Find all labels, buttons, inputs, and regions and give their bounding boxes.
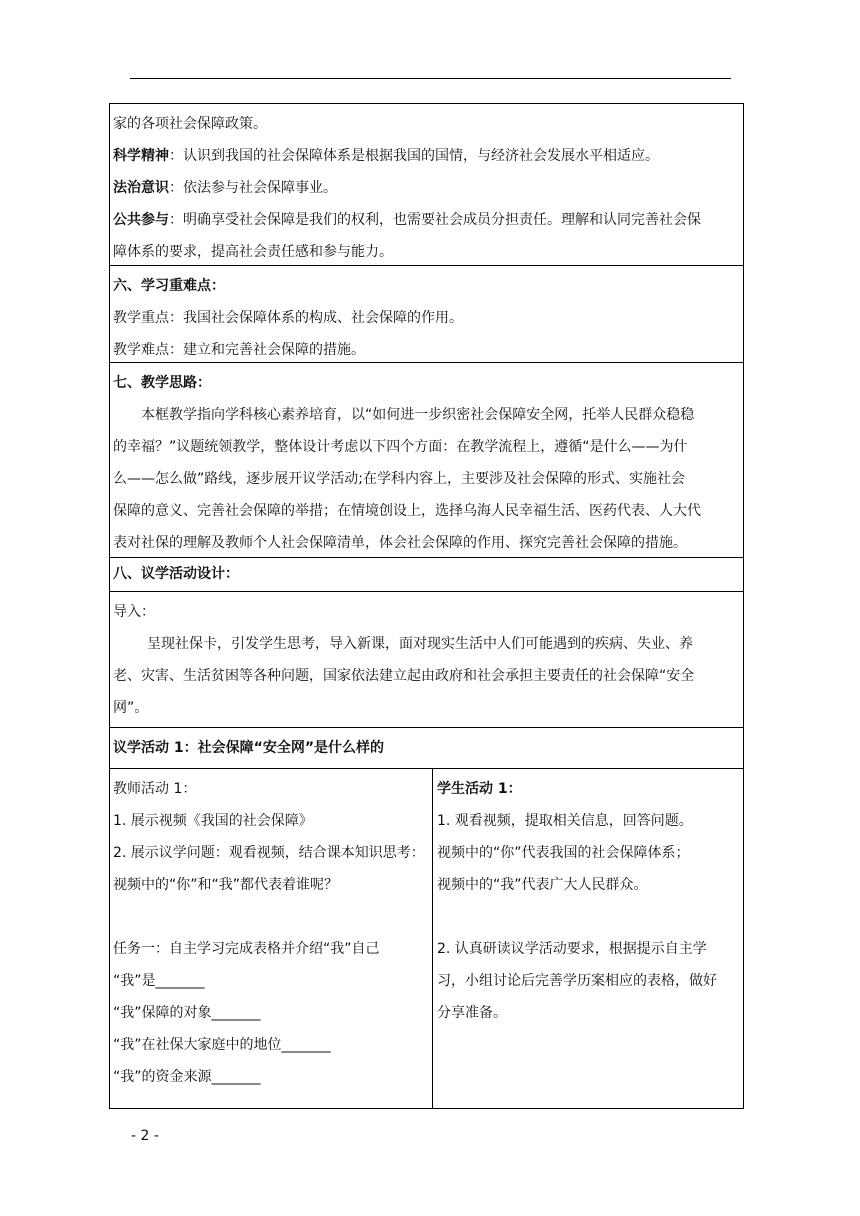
student-activity bbox=[433, 769, 743, 1108]
section-title: 八、议学活动设计： bbox=[113, 566, 239, 582]
text-line: 分享准备。 bbox=[437, 1005, 507, 1021]
section-title: 六、学习重难点： bbox=[113, 278, 225, 294]
text-line: 障体系的要求，提高社会责任感和参与能力。 bbox=[113, 244, 393, 260]
header-rule bbox=[130, 78, 731, 79]
text-line: 本框教学指向学科核心素养培育，以“如何进一步织密社会保障安全网，托举人民群众稳稳 bbox=[141, 407, 695, 423]
task-line: “我”是_______ bbox=[113, 973, 205, 989]
section-activity-design bbox=[110, 558, 743, 592]
intro-label: 导入： bbox=[113, 604, 155, 620]
item-text: ：认识到我国的社会保障体系是根据我国的国情，与经济社会发展水平相适应。 bbox=[169, 148, 659, 164]
text-line: 视频中的“你”代表我国的社会保障体系； bbox=[437, 845, 690, 861]
section-title: 七、教学思路： bbox=[113, 375, 211, 391]
task-line: “我”在社保大家庭中的地位_______ bbox=[113, 1037, 331, 1053]
student-title: 学生活动 1： bbox=[437, 781, 522, 797]
task-line: “我”保障的对象_______ bbox=[113, 1005, 261, 1021]
item-label: 科学精神 bbox=[113, 148, 169, 164]
text-line: 2. 展示议学问题：观看视频，结合课本知识思考： bbox=[113, 845, 425, 861]
lesson-plan-table bbox=[109, 103, 744, 1109]
activity-title-row bbox=[110, 728, 743, 769]
text-line: 家的各项社会保障政策。 bbox=[113, 116, 267, 132]
teacher-title: 教师活动 1： bbox=[113, 781, 197, 797]
item-label: 法治意识 bbox=[113, 180, 169, 196]
text-line: 1. 展示视频《我国的社会保障》 bbox=[113, 813, 313, 829]
text-line: 网”。 bbox=[113, 700, 149, 716]
item-text: ：依法参与社会保障事业。 bbox=[169, 180, 337, 196]
text-line: 老、灾害、生活贫困等各种问题，国家依法建立起由政府和社会承担主要责任的社会保障“安全 bbox=[113, 668, 695, 684]
text-line: 表对社保的理解及教师个人社会保障清单，体会社会保障的作用、探究完善社会保障的措施。 bbox=[113, 535, 687, 551]
text-line: 么——怎么做”路线，逐步展开议学活动;在学科内容上，主要涉及社会保障的形式、实施社会 bbox=[113, 471, 685, 487]
text-line: 教学难点：建立和完善社会保障的措施。 bbox=[113, 342, 365, 358]
task-title: 任务一：自主学习完成表格并介绍“我”自己 bbox=[113, 941, 380, 957]
text-line: 视频中的“我”代表广大人民群众。 bbox=[437, 877, 648, 893]
text-line: 呈现社保卡，引发学生思考，导入新课，面对现实生活中人们可能遇到的疾病、失业、养 bbox=[147, 636, 693, 652]
text-line: 的幸福？”议题统领教学，整体设计考虑以下四个方面：在教学流程上，遵循“是什么——为什 bbox=[113, 439, 688, 455]
text-line: 保障的意义、完善社会保障的举措；在情境创设上，选择乌海人民幸福生活、医药代表、人大代 bbox=[113, 503, 701, 519]
task-line: “我”的资金来源_______ bbox=[113, 1069, 261, 1085]
literacy-item bbox=[113, 140, 740, 172]
section-core-literacy bbox=[110, 104, 743, 266]
activity-title: 议学活动 1：社会保障“安全网”是什么样的 bbox=[113, 740, 385, 756]
text-line: 1. 观看视频，提取相关信息，回答问题。 bbox=[437, 813, 693, 829]
text-line: 习，小组讨论后完善学历案相应的表格，做好 bbox=[437, 973, 717, 989]
teacher-activity bbox=[110, 769, 433, 1108]
text-line: 视频中的“你”和“我”都代表着谁呢？ bbox=[113, 877, 339, 893]
activity-columns bbox=[110, 769, 743, 1108]
literacy-item bbox=[113, 172, 740, 204]
page-number: - 2 - bbox=[131, 1128, 159, 1144]
item-label: 公共参与 bbox=[113, 212, 169, 228]
text-line: 教学重点：我国社会保障体系的构成、社会保障的作用。 bbox=[113, 310, 463, 326]
section-teaching-approach bbox=[110, 363, 743, 558]
item-text: ：明确享受社会保障是我们的权利，也需要社会成员分担责任。理解和认同完善社会保 bbox=[169, 212, 701, 228]
text-line: 2. 认真研读议学活动要求，根据提示自主学 bbox=[437, 941, 707, 957]
literacy-item bbox=[113, 204, 740, 236]
intro-block bbox=[110, 592, 743, 728]
section-key-points bbox=[110, 266, 743, 363]
